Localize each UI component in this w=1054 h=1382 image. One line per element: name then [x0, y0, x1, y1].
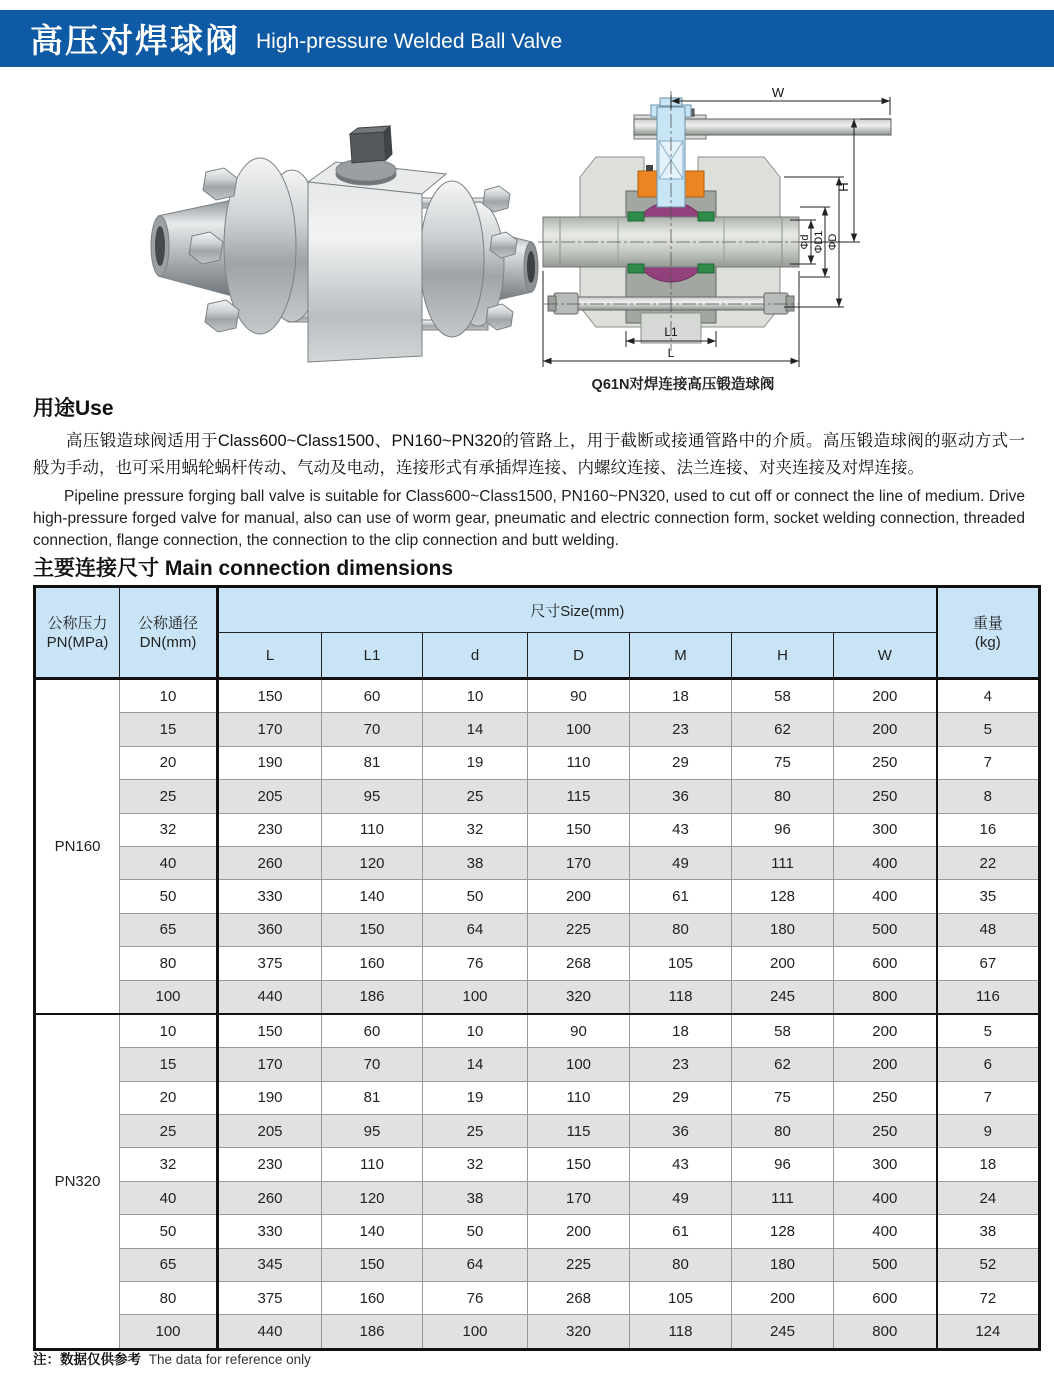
value-cell: 260: [218, 1181, 322, 1214]
value-cell: 200: [732, 947, 834, 980]
dim-label-l: L: [667, 346, 675, 360]
value-cell: 19: [423, 746, 528, 779]
value-cell: 118: [630, 1315, 732, 1349]
value-cell: 200: [834, 1048, 937, 1081]
value-cell: 345: [218, 1248, 322, 1281]
weight-cell: 16: [937, 813, 1040, 846]
value-cell: 320: [528, 1315, 630, 1349]
weight-cell: 9: [937, 1115, 1040, 1148]
value-cell: 600: [834, 947, 937, 980]
value-cell: 205: [218, 1115, 322, 1148]
dn-cell: 32: [120, 1148, 218, 1181]
value-cell: 80: [630, 1248, 732, 1281]
value-cell: 200: [834, 679, 937, 713]
value-cell: 10: [423, 1014, 528, 1048]
value-cell: 58: [732, 1014, 834, 1048]
value-cell: 18: [630, 1014, 732, 1048]
dim-label-phi-d1: ΦD1: [813, 230, 825, 254]
weight-cell: 52: [937, 1248, 1040, 1281]
value-cell: 330: [218, 1215, 322, 1248]
footnote: [33, 1348, 311, 1368]
dn-cell: 15: [120, 1048, 218, 1081]
table-row: [35, 1181, 1040, 1214]
value-cell: 800: [834, 1315, 937, 1349]
dn-cell: 10: [120, 679, 218, 713]
value-cell: 115: [528, 780, 630, 813]
dn-cell: 25: [120, 780, 218, 813]
value-cell: 400: [834, 1215, 937, 1248]
value-cell: 120: [322, 1181, 423, 1214]
table-row: [35, 947, 1040, 980]
dn-cell: 20: [120, 1081, 218, 1114]
value-cell: 160: [322, 947, 423, 980]
dn-cell: 40: [120, 1181, 218, 1214]
value-cell: 320: [528, 980, 630, 1014]
table-row: [35, 780, 1040, 813]
value-cell: 330: [218, 880, 322, 913]
size-col-header: d: [423, 633, 528, 679]
value-cell: 160: [322, 1282, 423, 1315]
value-cell: 200: [732, 1282, 834, 1315]
value-cell: 100: [423, 980, 528, 1014]
col-header-size-span: 尺寸Size(mm): [218, 587, 937, 633]
table-row: [35, 1014, 1040, 1048]
value-cell: 190: [218, 1081, 322, 1114]
table-row: [35, 1148, 1040, 1181]
value-cell: 38: [423, 1181, 528, 1214]
size-col-header: H: [732, 633, 834, 679]
page-title-en: High-pressure Welded Ball Valve: [256, 29, 563, 53]
value-cell: 500: [834, 1248, 937, 1281]
table-row: [35, 1248, 1040, 1281]
value-cell: 80: [630, 913, 732, 946]
value-cell: 170: [528, 846, 630, 879]
table-row: [35, 880, 1040, 913]
value-cell: 140: [322, 880, 423, 913]
size-col-header: D: [528, 633, 630, 679]
col-header-dn: 公称通径 DN(mm): [120, 587, 218, 679]
value-cell: 170: [218, 1048, 322, 1081]
value-cell: 200: [834, 1014, 937, 1048]
value-cell: 140: [322, 1215, 423, 1248]
dn-cell: 25: [120, 1115, 218, 1148]
value-cell: 800: [834, 980, 937, 1014]
value-cell: 64: [423, 913, 528, 946]
value-cell: 100: [423, 1315, 528, 1349]
value-cell: 62: [732, 1048, 834, 1081]
value-cell: 250: [834, 780, 937, 813]
value-cell: 90: [528, 679, 630, 713]
value-cell: 50: [423, 1215, 528, 1248]
use-heading: 用途Use: [33, 397, 114, 420]
value-cell: 110: [322, 1148, 423, 1181]
value-cell: 29: [630, 1081, 732, 1114]
dn-cell: 15: [120, 713, 218, 746]
dn-cell: 65: [120, 1248, 218, 1281]
value-cell: 500: [834, 913, 937, 946]
page-header-bar: [0, 10, 1054, 67]
use-paragraph-en: Pipeline pressure forging ball valve is suitable for Class600~Class1500, PN160~PN320, used to cut off or connect the line of medium. Drive high-pressure forged valve for manual, also can use of worm gear, pneumatic and electric connection form, socket welding connection, threaded connection, flange connection, the connection to the clip connection and butt welding.: [33, 488, 1025, 549]
value-cell: 105: [630, 947, 732, 980]
value-cell: 75: [732, 1081, 834, 1114]
value-cell: 600: [834, 1282, 937, 1315]
value-cell: 150: [322, 1248, 423, 1281]
value-cell: 128: [732, 880, 834, 913]
value-cell: 300: [834, 813, 937, 846]
value-cell: 100: [528, 1048, 630, 1081]
table-row: [35, 913, 1040, 946]
size-col-header: L1: [322, 633, 423, 679]
value-cell: 260: [218, 846, 322, 879]
weight-cell: 38: [937, 1215, 1040, 1248]
col-header-weight: 重量 (kg): [937, 587, 1040, 679]
value-cell: 95: [322, 780, 423, 813]
table-row: [35, 713, 1040, 746]
value-cell: 440: [218, 1315, 322, 1349]
value-cell: 200: [528, 880, 630, 913]
weight-cell: 22: [937, 846, 1040, 879]
value-cell: 170: [528, 1181, 630, 1214]
value-cell: 25: [423, 1115, 528, 1148]
value-cell: 268: [528, 947, 630, 980]
value-cell: 14: [423, 1048, 528, 1081]
value-cell: 268: [528, 1282, 630, 1315]
value-cell: 128: [732, 1215, 834, 1248]
weight-cell: 18: [937, 1148, 1040, 1181]
value-cell: 440: [218, 980, 322, 1014]
value-cell: 25: [423, 780, 528, 813]
value-cell: 180: [732, 1248, 834, 1281]
value-cell: 205: [218, 780, 322, 813]
value-cell: 81: [322, 1081, 423, 1114]
use-paragraph-zh: 高压锻造球阀适用于Class600~Class1500、PN160~PN320的管路上，用于截断或接通管路中的介质。高压锻造球阀的驱动方式一般为手动，也可采用蜗轮蜗杆传动、气动及电动，连接形式有承插焊连接、内螺纹连接、法兰连接、对夹连接及对焊连接。: [33, 432, 1025, 477]
table-row: [35, 1282, 1040, 1315]
weight-cell: 24: [937, 1181, 1040, 1214]
weight-cell: 4: [937, 679, 1040, 713]
value-cell: 75: [732, 746, 834, 779]
value-cell: 186: [322, 980, 423, 1014]
value-cell: 375: [218, 947, 322, 980]
value-cell: 43: [630, 813, 732, 846]
value-cell: 50: [423, 880, 528, 913]
pn-group-label: PN160: [35, 679, 120, 1014]
value-cell: 400: [834, 846, 937, 879]
value-cell: 150: [528, 813, 630, 846]
dn-cell: 32: [120, 813, 218, 846]
value-cell: 245: [732, 1315, 834, 1349]
page-title-zh: 高压对焊球阀: [30, 22, 240, 59]
dn-cell: 50: [120, 1215, 218, 1248]
value-cell: 80: [732, 1115, 834, 1148]
value-cell: 14: [423, 713, 528, 746]
value-cell: 120: [322, 846, 423, 879]
value-cell: 29: [630, 746, 732, 779]
dim-label-phi-D: ΦD: [827, 233, 839, 251]
value-cell: 105: [630, 1282, 732, 1315]
dn-cell: 80: [120, 947, 218, 980]
value-cell: 60: [322, 1014, 423, 1048]
weight-cell: 5: [937, 713, 1040, 746]
value-cell: 375: [218, 1282, 322, 1315]
value-cell: 96: [732, 1148, 834, 1181]
value-cell: 250: [834, 1115, 937, 1148]
col-header-pressure: 公称压力 PN(MPa): [35, 587, 120, 679]
weight-cell: 72: [937, 1282, 1040, 1315]
value-cell: 76: [423, 947, 528, 980]
value-cell: 360: [218, 913, 322, 946]
size-col-header: M: [630, 633, 732, 679]
value-cell: 38: [423, 846, 528, 879]
table-row: [35, 1115, 1040, 1148]
value-cell: 23: [630, 713, 732, 746]
dn-cell: 100: [120, 1315, 218, 1349]
dim-label-phi-d: Φd: [799, 234, 811, 250]
value-cell: 60: [322, 679, 423, 713]
value-cell: 100: [528, 713, 630, 746]
value-cell: 111: [732, 846, 834, 879]
value-cell: 250: [834, 746, 937, 779]
value-cell: 190: [218, 746, 322, 779]
value-cell: 49: [630, 1181, 732, 1214]
footnote-en: The data for reference only: [148, 1352, 311, 1367]
size-col-header: W: [834, 633, 937, 679]
value-cell: 110: [322, 813, 423, 846]
weight-cell: 7: [937, 746, 1040, 779]
dimensions-table: [33, 585, 1041, 1351]
valve-section-body: [538, 91, 891, 351]
value-cell: 64: [423, 1248, 528, 1281]
value-cell: 170: [218, 713, 322, 746]
value-cell: 400: [834, 880, 937, 913]
dimensions-table-body: [35, 679, 1040, 1350]
value-cell: 61: [630, 880, 732, 913]
dim-label-w: W: [771, 85, 785, 100]
weight-cell: 6: [937, 1048, 1040, 1081]
dn-cell: 100: [120, 980, 218, 1014]
value-cell: 19: [423, 1081, 528, 1114]
value-cell: 76: [423, 1282, 528, 1315]
dn-cell: 50: [120, 880, 218, 913]
value-cell: 111: [732, 1181, 834, 1214]
table-row: [35, 980, 1040, 1014]
table-row: [35, 846, 1040, 879]
value-cell: 81: [322, 746, 423, 779]
value-cell: 150: [218, 1014, 322, 1048]
value-cell: 250: [834, 1081, 937, 1114]
value-cell: 36: [630, 1115, 732, 1148]
value-cell: 95: [322, 1115, 423, 1148]
table-row: [35, 1081, 1040, 1114]
dn-cell: 40: [120, 846, 218, 879]
use-section: [33, 392, 1025, 552]
table-row: [35, 679, 1040, 713]
value-cell: 115: [528, 1115, 630, 1148]
technical-drawing: [538, 85, 938, 405]
value-cell: 18: [630, 679, 732, 713]
value-cell: 80: [732, 780, 834, 813]
table-row: [35, 1048, 1040, 1081]
value-cell: 300: [834, 1148, 937, 1181]
dim-label-h: H: [836, 182, 851, 192]
footnote-zh: 注：数据仅供参考: [33, 1352, 141, 1367]
value-cell: 90: [528, 1014, 630, 1048]
value-cell: 150: [528, 1148, 630, 1181]
value-cell: 70: [322, 713, 423, 746]
value-cell: 32: [423, 1148, 528, 1181]
dn-cell: 10: [120, 1014, 218, 1048]
value-cell: 230: [218, 813, 322, 846]
value-cell: 36: [630, 780, 732, 813]
value-cell: 70: [322, 1048, 423, 1081]
table-row: [35, 813, 1040, 846]
weight-cell: 7: [937, 1081, 1040, 1114]
value-cell: 62: [732, 713, 834, 746]
weight-cell: 124: [937, 1315, 1040, 1349]
value-cell: 58: [732, 679, 834, 713]
table-row: [35, 1315, 1040, 1349]
valve-photo: [140, 124, 550, 394]
table-row: [35, 746, 1040, 779]
value-cell: 245: [732, 980, 834, 1014]
value-cell: 110: [528, 1081, 630, 1114]
value-cell: 186: [322, 1315, 423, 1349]
value-cell: 110: [528, 746, 630, 779]
dimensions-heading: 主要连接尺寸 Main connection dimensions: [33, 557, 454, 580]
weight-cell: 116: [937, 980, 1040, 1014]
value-cell: 61: [630, 1215, 732, 1248]
value-cell: 180: [732, 913, 834, 946]
value-cell: 200: [528, 1215, 630, 1248]
table-row: [35, 1215, 1040, 1248]
value-cell: 10: [423, 679, 528, 713]
dn-cell: 20: [120, 746, 218, 779]
value-cell: 400: [834, 1181, 937, 1214]
value-cell: 32: [423, 813, 528, 846]
value-cell: 150: [322, 913, 423, 946]
value-cell: 23: [630, 1048, 732, 1081]
size-col-header: L: [218, 633, 322, 679]
dn-cell: 80: [120, 1282, 218, 1315]
value-cell: 150: [218, 679, 322, 713]
value-cell: 96: [732, 813, 834, 846]
weight-cell: 67: [937, 947, 1040, 980]
value-cell: 225: [528, 913, 630, 946]
value-cell: 230: [218, 1148, 322, 1181]
weight-cell: 35: [937, 880, 1040, 913]
dim-label-l1: L1: [664, 325, 678, 339]
value-cell: 225: [528, 1248, 630, 1281]
value-cell: 200: [834, 713, 937, 746]
weight-cell: 48: [937, 913, 1040, 946]
value-cell: 49: [630, 846, 732, 879]
weight-cell: 8: [937, 780, 1040, 813]
value-cell: 118: [630, 980, 732, 1014]
value-cell: 43: [630, 1148, 732, 1181]
valve-photo-illustration: [151, 126, 538, 362]
dn-cell: 65: [120, 913, 218, 946]
weight-cell: 5: [937, 1014, 1040, 1048]
pn-group-label: PN320: [35, 1014, 120, 1349]
drawing-caption: Q61N对焊连接高压锻造球阀: [591, 377, 775, 393]
